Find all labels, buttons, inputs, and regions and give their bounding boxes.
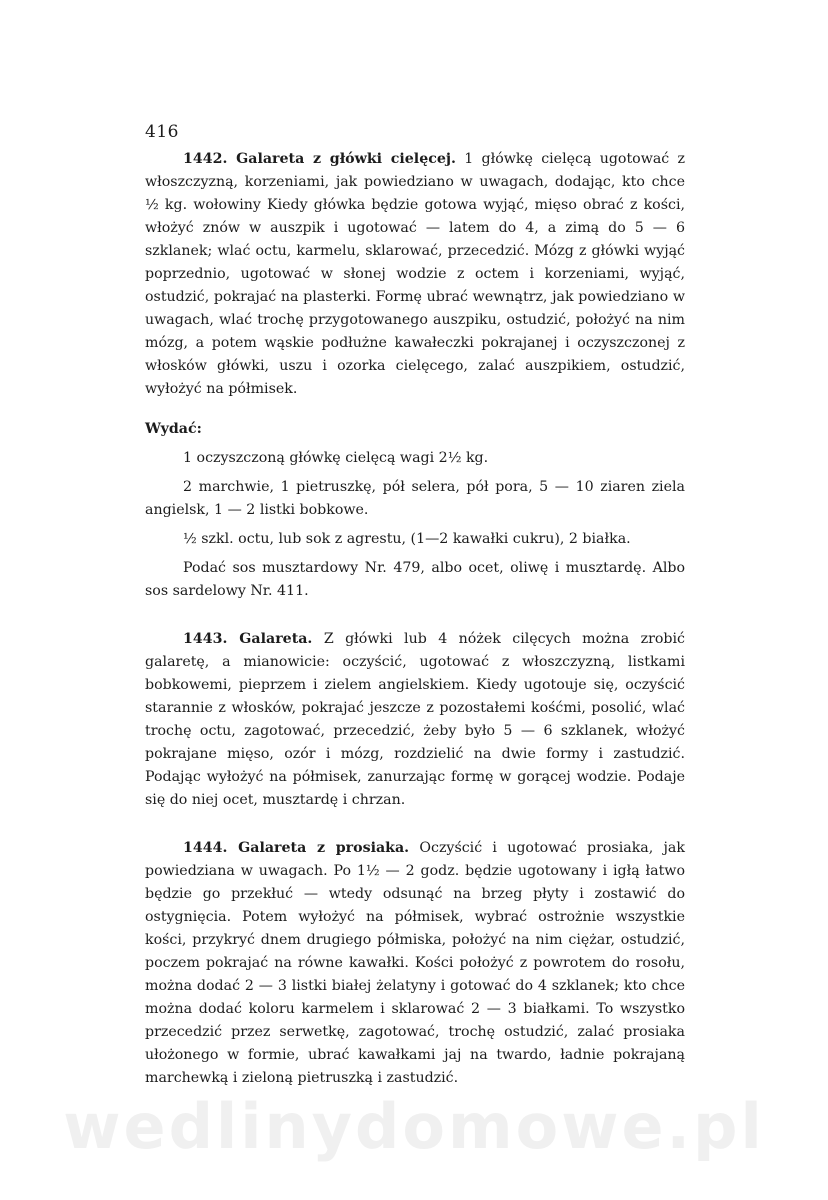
watermark-text: wedlinydomowe.pl <box>63 1090 765 1163</box>
recipe-number: 1442. <box>183 151 228 167</box>
recipe-title <box>183 631 312 647</box>
recipe-number: 1444. <box>183 840 228 856</box>
recipe-1444 <box>145 837 685 1090</box>
page-content <box>145 148 685 1090</box>
recipe-number: 1443. <box>183 631 228 647</box>
recipe-1442 <box>145 148 685 603</box>
ingredient-line: ½ szkl. octu, lub sok z agrestu, (1—2 kawałki cukru), 2 białka. <box>183 531 631 547</box>
recipe-title <box>183 151 456 167</box>
recipe-title-text: Galareta. <box>239 631 313 647</box>
recipe-paragraph <box>145 148 685 401</box>
recipe-body: Z główki lub 4 nóżek cilęcych można zrobić galaretę, a mianowicie: oczyścić, ugotować z włoszczyzną, listkami bobkowemi, pieprzem i zielem angielskiem. Kiedy ugotouje się, oczyścić starannie z włosków, pokrajać jeszcze z pozostałemi kośćmi, posolić, wlać trochę octu, zagotować, przecedzić, żeby było 5 — 6 szklanek, włożyć pokrajane mięso, ozór i mózg, rozdzielić na dwie formy i zastudzić. Podając wyłożyć na półmisek, zanurzając formę w gorącej wodzie. Podaje się do niej ocet, musztardę i chrzan. <box>145 631 685 808</box>
page-number: 416 <box>145 122 179 142</box>
recipe-paragraph <box>145 628 685 812</box>
recipe-body: 1 główkę cielęcą ugotować z włoszczyzną, korzeniami, jak powiedziano w uwagach, dodając, kto chce ½ kg. wołowiny Kiedy główka będzie gotowa wyjąć, mięso obrać z kości, włożyć znów w auszpik i ugotować — latem do 4, a zimą do 5 — 6 szklanek; wlać octu, karmelu, sklarować, przecedzić. Mózg z główki wyjąć poprzednio, ugotować w słonej wodzie z octem i korzeniami, wyjąć, ostudzić, pokrajać na plasterki. Formę ubrać wewnątrz, jak powiedziano w uwagach, wlać trochę przygotowanego auszpiku, ostudzić, położyć na nim mózg, a potem wąskie podłużne kawałeczki pokrajanej i oczyszczonej z włosków główki, uszu i ozorka cielęcego, zalać auszpikiem, ostudzić, wyłożyć na półmisek. <box>145 151 685 397</box>
ingredients-heading: Wydać: <box>145 421 202 437</box>
recipe-title <box>183 840 409 856</box>
recipe-1443 <box>145 628 685 812</box>
ingredient-line: 1 oczyszczoną główkę cielęcą wagi 2½ kg. <box>183 450 489 466</box>
serving-suggestion: Podać sos musztardowy Nr. 479, albo ocet, oliwę i musztardę. Albo sos sardelowy Nr. 411. <box>145 560 685 599</box>
recipe-paragraph <box>145 837 685 1090</box>
recipe-body: Oczyścić i ugotować prosiaka, jak powiedziana w uwagach. Po 1½ — 2 godz. będzie ugotowany i igłą łatwo będzie go przekłuć — wtedy odsunąć na brzeg płyty i zostawić do ostygnięcia. Potem wyłożyć na półmisek, wybrać ostrożnie wszystkie kości, przykryć dnem drugiego półmiska, położyć na nim ciężar, ostudzić, poczem pokrajać na równe kawałki. Kości położyć z powrotem do rosołu, można dodać 2 — 3 listki białej żelatyny i gotować do 4 szklanek; kto chce można dodać koloru karmelem i sklarować 2 — 3 białkami. To wszystko przecedzić przez serwetkę, zagotować, trochę ostudzić, zalać prosiaka ułożonego w formie, ubrać kawałkami jaj na twardo, ładnie pokrajaną marchewką i zieloną pietruszką i zastudzić. <box>145 840 685 1086</box>
ingredient-line: 2 marchwie, 1 pietruszkę, pół selera, pół pora, 5 — 10 ziaren ziela angielsk, 1 — 2 listki bobkowe. <box>145 479 685 518</box>
recipe-title-text: Galareta z prosiaka. <box>238 840 410 856</box>
recipe-title-text: Galareta z główki cielęcej. <box>236 151 456 167</box>
